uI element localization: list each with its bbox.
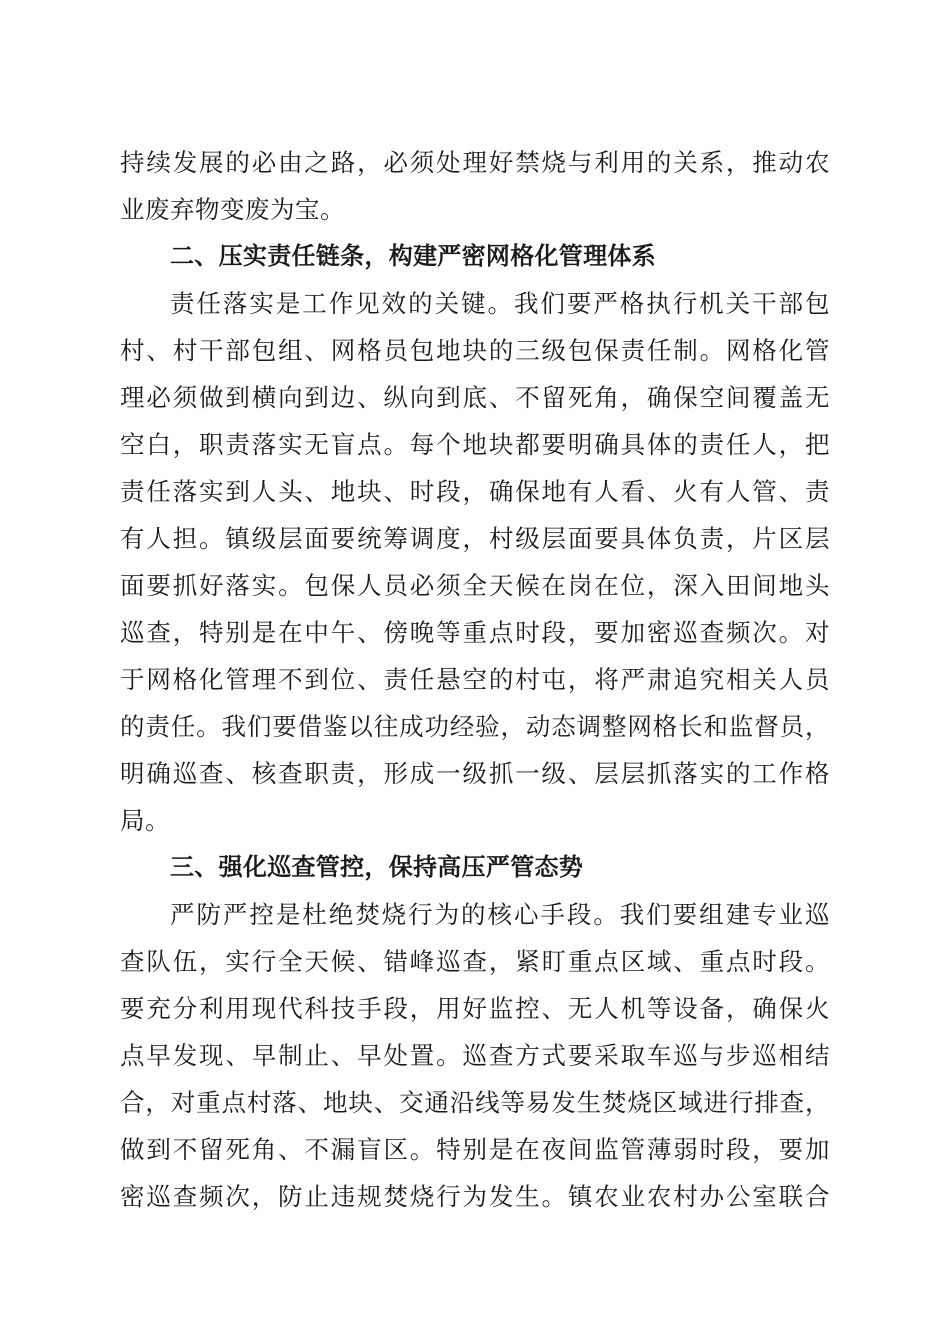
text-line: 村、村干部包组、网格员包地块的三级包保责任制。网格化管 [120,336,830,365]
text-line: 持续发展的必由之路，必须处理好禁烧与利用的关系，推动农 [120,148,830,177]
text-line: 明确巡查、核查职责，形成一级抓一级、层层抓落实的工作格 [120,759,830,788]
text-line: 密巡查频次，防止违规焚烧行为发生。镇农业农村办公室联合 [120,1182,830,1211]
text-line: 有人担。镇级层面要统筹调度，村级层面要具体负责，片区层 [120,524,830,553]
section-heading-3: 三、强化巡查管控，保持高压严管态势 [170,853,584,881]
text-line: 面要抓好落实。包保人员必须全天候在岗在位，深入田间地头 [120,571,830,600]
text-line: 局。 [120,806,170,835]
text-line: 严防严控是杜绝焚烧行为的核心手段。我们要组建专业巡 [170,900,830,929]
text-line: 的责任。我们要借鉴以往成功经验，动态调整网格长和监督员， [120,712,830,741]
text-line: 于网格化管理不到位、责任悬空的村屯，将严肃追究相关人员 [120,665,830,694]
text-line: 空白，职责落实无盲点。每个地块都要明确具体的责任人，把 [120,430,830,459]
text-line: 责任落实是工作见效的关键。我们要严格执行机关干部包 [170,289,830,318]
text-line: 责任落实到人头、地块、时段，确保地有人看、火有人管、责 [120,477,830,506]
text-line: 业废弃物变废为宝。 [120,195,345,224]
document-body [120,139,830,1220]
text-line: 查队伍，实行全天候、错峰巡查，紧盯重点区域、重点时段。 [120,947,830,976]
text-line: 点早发现、早制止、早处置。巡查方式要采取车巡与步巡相结 [120,1041,830,1070]
text-line: 巡查，特别是在中午、傍晚等重点时段，要加密巡查频次。对 [120,618,830,647]
text-line: 要充分利用现代科技手段，用好监控、无人机等设备，确保火 [120,994,830,1023]
text-line: 理必须做到横向到边、纵向到底、不留死角，确保空间覆盖无 [120,383,830,412]
section-heading-2: 二、压实责任链条，构建严密网格化管理体系 [170,242,656,270]
text-line: 做到不留死角、不漏盲区。特别是在夜间监管薄弱时段，要加 [120,1135,830,1164]
text-line: 合，对重点村落、地块、交通沿线等易发生焚烧区域进行排查， [120,1088,830,1117]
